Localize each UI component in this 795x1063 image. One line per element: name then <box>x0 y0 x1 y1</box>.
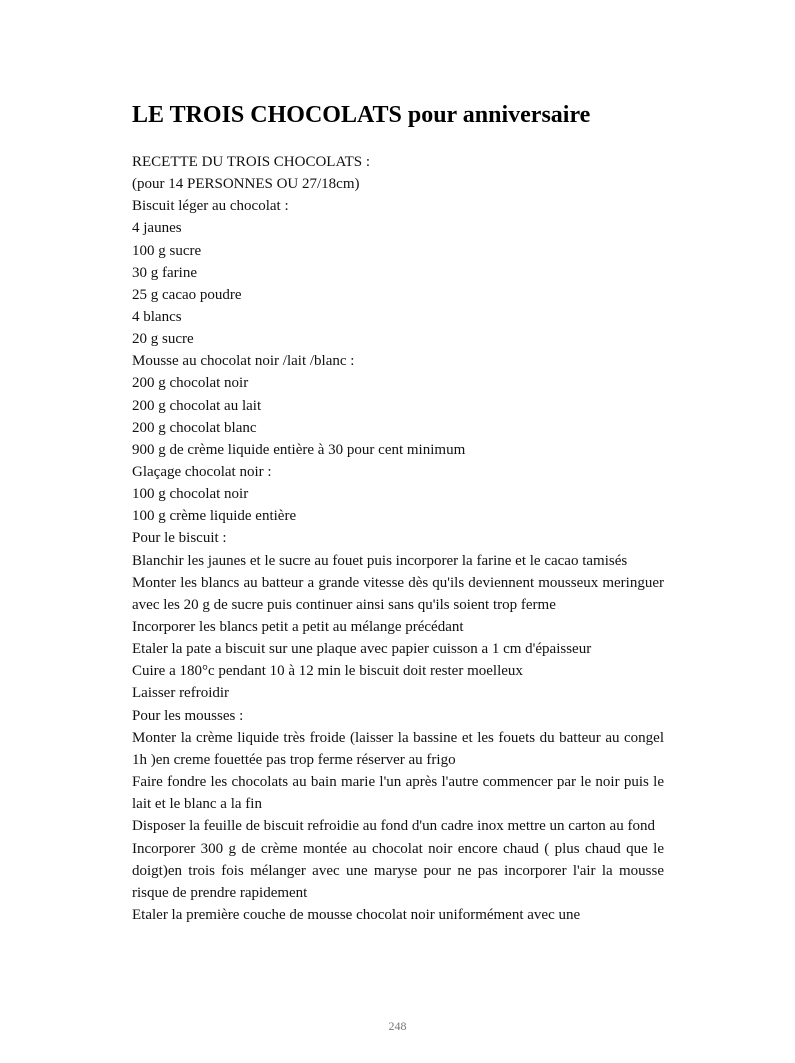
text-line: Glaçage chocolat noir : <box>132 463 272 480</box>
text-line: 100 g sucre <box>132 242 202 259</box>
paragraph: Incorporer 300 g de crème montée au chocolat noir encore chaud ( plus chaud que le doigt)en trois fois mélanger avec une maryse pour ne pas incorporer l'air la mousse risque de prendre rapidement <box>132 840 664 901</box>
page-number: 248 <box>388 1019 407 1033</box>
paragraph: Monter les blancs au batteur a grande vitesse dès qu'ils deviennent mousseux meringuer avec les 20 g de sucre puis continuer ainsi sans qu'ils soient trop ferme <box>132 574 664 613</box>
paragraph: Cuire a 180°c pendant 10 à 12 min le biscuit doit rester moelleux <box>132 663 523 680</box>
text-line: Mousse au chocolat noir /lait /blanc : <box>132 353 355 370</box>
text-line: 200 g chocolat au lait <box>132 397 262 414</box>
text-line: 4 jaunes <box>132 220 182 237</box>
recipe-body <box>132 151 664 926</box>
paragraph: Etaler la première couche de mousse chocolat noir uniformément avec une <box>132 907 581 924</box>
text-line: 100 g chocolat noir <box>132 486 249 503</box>
paragraph: Incorporer les blancs petit a petit au mélange précédant <box>132 619 464 635</box>
paragraph: Disposer la feuille de biscuit refroidie au fond d'un cadre inox mettre un carton au fond <box>132 818 655 835</box>
text-line: (pour 14 PERSONNES OU 27/18cm) <box>132 176 360 193</box>
text-line: 20 g sucre <box>132 331 194 348</box>
paragraph: Faire fondre les chocolats au bain marie l'un après l'autre commencer par le noir puis le lait et le blanc a la fin <box>132 774 664 813</box>
paragraph: Blanchir les jaunes et le sucre au fouet puis incorporer la farine et le cacao tamisés <box>132 552 628 569</box>
text-line: 4 blancs <box>132 308 182 325</box>
paragraph: Laisser refroidir <box>132 685 230 702</box>
paragraph: Etaler la pate a biscuit sur une plaque avec papier cuisson a 1 cm d'épaisseur <box>132 641 592 658</box>
text-line: RECETTE DU TROIS CHOCOLATS : <box>132 154 371 170</box>
text-line: 200 g chocolat blanc <box>132 419 257 436</box>
text-line: 25 g cacao poudre <box>132 286 242 303</box>
paragraph: Monter la crème liquide très froide (laisser la bassine et les fouets du batteur au congel 1h )en creme fouettée pas trop ferme réserver au frigo <box>132 729 664 768</box>
text-line: 900 g de crème liquide entière à 30 pour cent minimum <box>132 441 466 458</box>
page-title: LE TROIS CHOCOLATS pour anniversaire <box>132 102 591 128</box>
paragraph: Pour les mousses : <box>132 707 244 724</box>
text-line: 200 g chocolat noir <box>132 375 249 392</box>
text-line: Biscuit léger au chocolat : <box>132 198 289 215</box>
text-line: 100 g crème liquide entière <box>132 508 297 525</box>
text-line: Pour le biscuit : <box>132 530 227 547</box>
text-line: 30 g farine <box>132 264 197 281</box>
